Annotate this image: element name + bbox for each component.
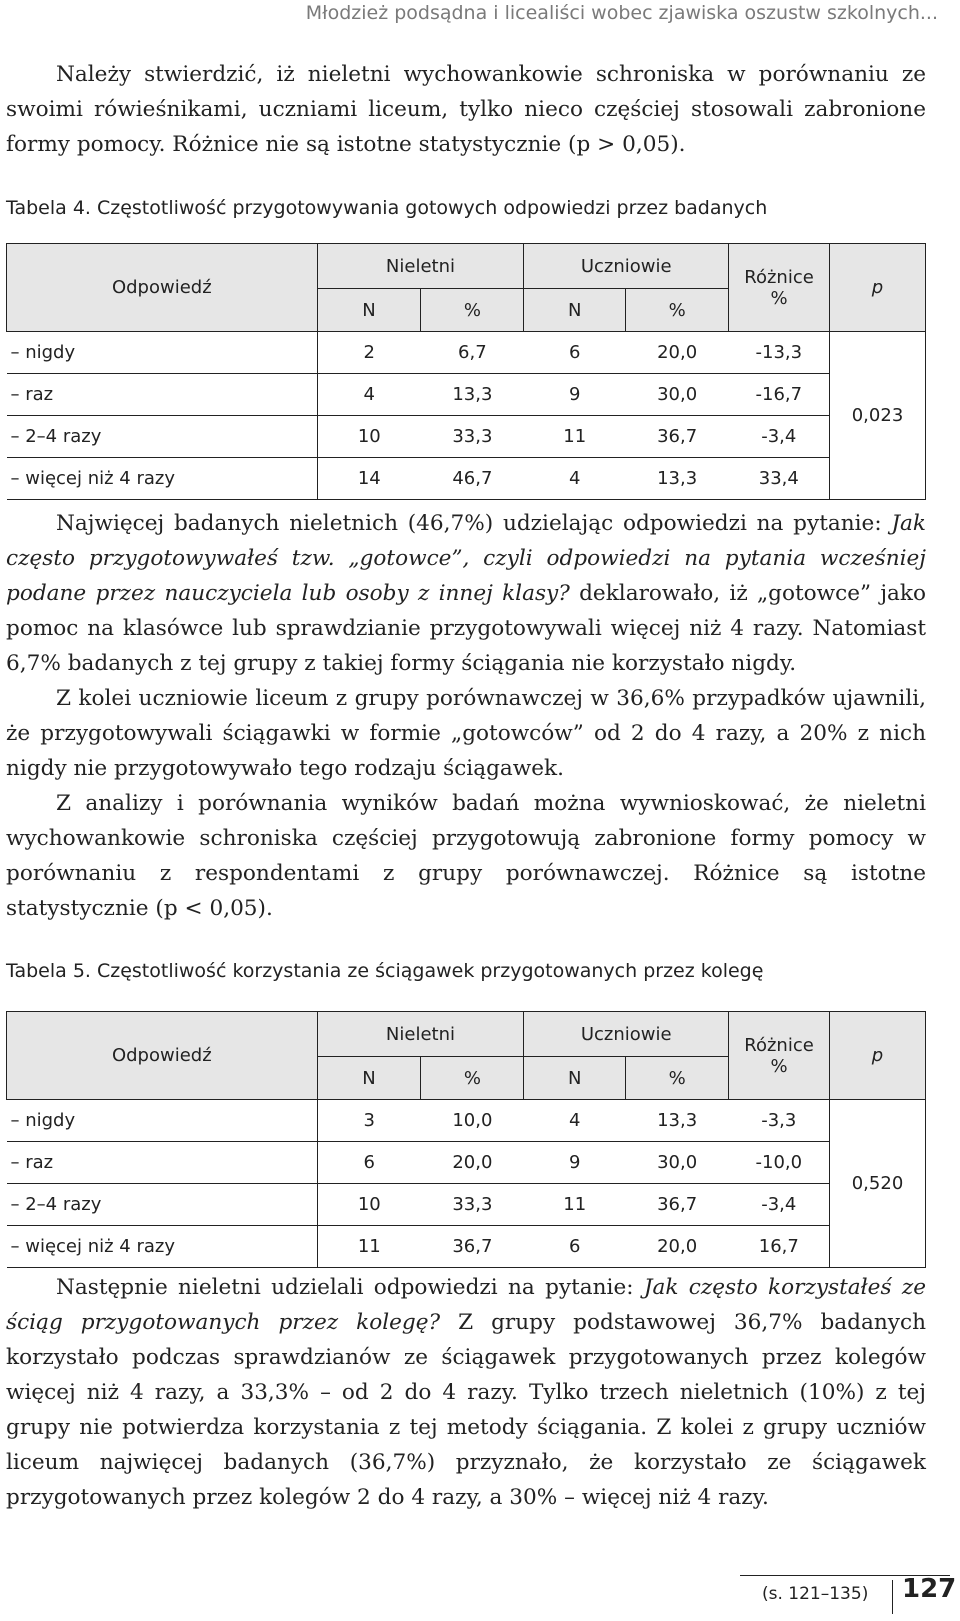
cell-pct1: 10,0: [421, 1100, 524, 1142]
table-row: [7, 374, 926, 416]
cell-pct1: 36,7: [421, 1226, 524, 1268]
cell-pct2: 20,0: [626, 332, 729, 374]
paragraph-text: Najwięcej badanych nieletnich (46,7%) udzielając odpowiedzi na pytanie: Jak często przygotowywałeś tzw. „gotowce”, czyli odpowiedzi na pytania wcześniej podane przez nauczyciela lub osoby z innej klasy? deklarowało, iż „gotowce” jako pomoc na klasówce lub sprawdzianie przygotowywali więcej niż 4 razy. Natomiast 6,7% badanych z tej grupy z takiej formy ściągania nie korzystało nigdy.: [6, 511, 926, 676]
cell-pct1: 33,3: [421, 416, 524, 458]
header-n: N: [317, 289, 421, 332]
cell-n2: 6: [524, 332, 626, 374]
cell-pct2: 13,3: [626, 1100, 729, 1142]
cell-diff: -16,7: [729, 374, 830, 416]
paragraph-text: Z kolei uczniowie liceum z grupy porównawczej w 36,6% przypadków ujawnili, że przygotowywali ściągawki w formie „gotowców” od 2 do 4 razy, a 20% z nich nigdy nie przygotowywało tego rodzaju ściągawek.: [6, 686, 926, 781]
table-row: [7, 1100, 926, 1142]
table4: [6, 243, 926, 500]
table-row: [7, 458, 926, 500]
row-label: – 2–4 razy: [7, 1184, 318, 1226]
header-group-nieletni: Nieletni: [317, 244, 524, 289]
cell-diff: -3,4: [729, 416, 830, 458]
cell-pct2: 20,0: [626, 1226, 729, 1268]
table5-caption: Tabela 5. Częstotliwość korzystania ze ściągawek przygotowanych przez kolegę: [6, 960, 764, 982]
header-diff-label: Różnice: [744, 266, 814, 288]
paragraph-text: Z analizy i porównania wyników badań można wywnioskować, że nieletni wychowankowie schroniska częściej przygotowują zabronione formy pomocy w porównaniu z respondentami z grupy porównawczej. Różnice są istotne statystycznie (p < 0,05).: [6, 791, 926, 921]
header-answer: Odpowiedź: [7, 1012, 318, 1100]
page-range-reference: (s. 121–135): [762, 1584, 869, 1604]
cell-n1: 2: [317, 332, 421, 374]
cell-diff: -10,0: [729, 1142, 830, 1184]
cell-n2: 11: [524, 416, 626, 458]
table-row: [7, 1142, 926, 1184]
cell-p-value: 0,520: [830, 1100, 926, 1268]
header-diff: [729, 244, 830, 332]
header-n: N: [524, 1057, 626, 1100]
table-row: [7, 416, 926, 458]
cell-pct1: 46,7: [421, 458, 524, 500]
page-number: 127: [902, 1574, 957, 1604]
cell-pct2: 30,0: [626, 1142, 729, 1184]
header-n: N: [317, 1057, 421, 1100]
cell-n1: 3: [317, 1100, 421, 1142]
cell-pct1: 20,0: [421, 1142, 524, 1184]
paragraph-group: [6, 506, 926, 926]
table-row: [7, 1226, 926, 1268]
cell-pct2: 36,7: [626, 416, 729, 458]
cell-n2: 4: [524, 458, 626, 500]
footer-separator: [892, 1580, 893, 1614]
header-group-nieletni: Nieletni: [317, 1012, 524, 1057]
header-group-uczniowie: Uczniowie: [524, 1012, 729, 1057]
header-pct: %: [421, 289, 524, 332]
cell-diff: -3,3: [729, 1100, 830, 1142]
cell-n2: 6: [524, 1226, 626, 1268]
table5: [6, 1011, 926, 1268]
paragraph-intro: [6, 57, 926, 162]
row-label: – raz: [7, 374, 318, 416]
row-label: – więcej niż 4 razy: [7, 458, 318, 500]
table-row: [7, 1184, 926, 1226]
row-label: – raz: [7, 1142, 318, 1184]
row-label: – 2–4 razy: [7, 416, 318, 458]
paragraph-final: [6, 1270, 926, 1515]
row-label: – nigdy: [7, 332, 318, 374]
table-row: [7, 332, 926, 374]
cell-pct2: 13,3: [626, 458, 729, 500]
cell-pct1: 13,3: [421, 374, 524, 416]
header-diff-unit: %: [770, 1055, 788, 1077]
cell-n2: 9: [524, 1142, 626, 1184]
header-diff-label: Różnice: [744, 1034, 814, 1056]
cell-pct2: 30,0: [626, 374, 729, 416]
cell-pct1: 6,7: [421, 332, 524, 374]
header-answer: Odpowiedź: [7, 244, 318, 332]
cell-pct2: 36,7: [626, 1184, 729, 1226]
cell-n2: 11: [524, 1184, 626, 1226]
table4-caption: Tabela 4. Częstotliwość przygotowywania gotowych odpowiedzi przez badanych: [6, 197, 768, 219]
header-n: N: [524, 289, 626, 332]
row-label: – więcej niż 4 razy: [7, 1226, 318, 1268]
cell-diff: -3,4: [729, 1184, 830, 1226]
cell-diff: 33,4: [729, 458, 830, 500]
header-p: p: [830, 1012, 926, 1100]
cell-n1: 14: [317, 458, 421, 500]
header-pct: %: [421, 1057, 524, 1100]
cell-n2: 4: [524, 1100, 626, 1142]
paragraph-text: Należy stwierdzić, iż nieletni wychowankowie schroniska w porównaniu ze swoimi rówieśnikami, uczniami liceum, tylko nieco częściej stosowali zabronione formy pomocy. Różnice nie są istotne statystycznie (p > 0,05).: [6, 62, 926, 157]
cell-n1: 11: [317, 1226, 421, 1268]
cell-p-value: 0,023: [830, 332, 926, 500]
cell-n2: 9: [524, 374, 626, 416]
question-italic: Jak często przygotowywałeś tzw. „gotowce”, czyli odpowiedzi na pytania wcześniej podane przez nauczyciela lub osoby z innej klasy?: [6, 511, 926, 606]
cell-diff: -13,3: [729, 332, 830, 374]
row-label: – nigdy: [7, 1100, 318, 1142]
header-pct: %: [626, 289, 729, 332]
cell-pct1: 33,3: [421, 1184, 524, 1226]
header-pct: %: [626, 1057, 729, 1100]
header-diff-unit: %: [770, 287, 788, 309]
question-italic: Jak często korzystałeś ze ściąg przygotowanych przez kolegę?: [6, 1275, 926, 1335]
running-header: Młodzież podsądna i licealiści wobec zjawiska oszustw szkolnych...: [305, 2, 938, 24]
cell-n1: 10: [317, 416, 421, 458]
paragraph-text: Następnie nieletni udzielali odpowiedzi na pytanie: Jak często korzystałeś ze ściąg przygotowanych przez kolegę? Z grupy podstawowej 36,7% badanych korzystało podczas sprawdzianów ze ściągawek przygotowanych przez kolegów więcej niż 4 razy, a 33,3% – od 2 do 4 razy. Tylko trzech nieletnich (10%) z tej grupy nie potwierdza korzystania z tej metody ściągania. Z kolei z grupy uczniów liceum najwięcej badanych (36,7%) przyznało, że korzystało ze ściągawek przygotowanych przez kolegów 2 do 4 razy, a 30% – więcej niż 4 razy.: [6, 1275, 926, 1510]
cell-n1: 4: [317, 374, 421, 416]
cell-n1: 6: [317, 1142, 421, 1184]
cell-n1: 10: [317, 1184, 421, 1226]
header-group-uczniowie: Uczniowie: [524, 244, 729, 289]
cell-diff: 16,7: [729, 1226, 830, 1268]
header-p: p: [830, 244, 926, 332]
header-diff: [729, 1012, 830, 1100]
